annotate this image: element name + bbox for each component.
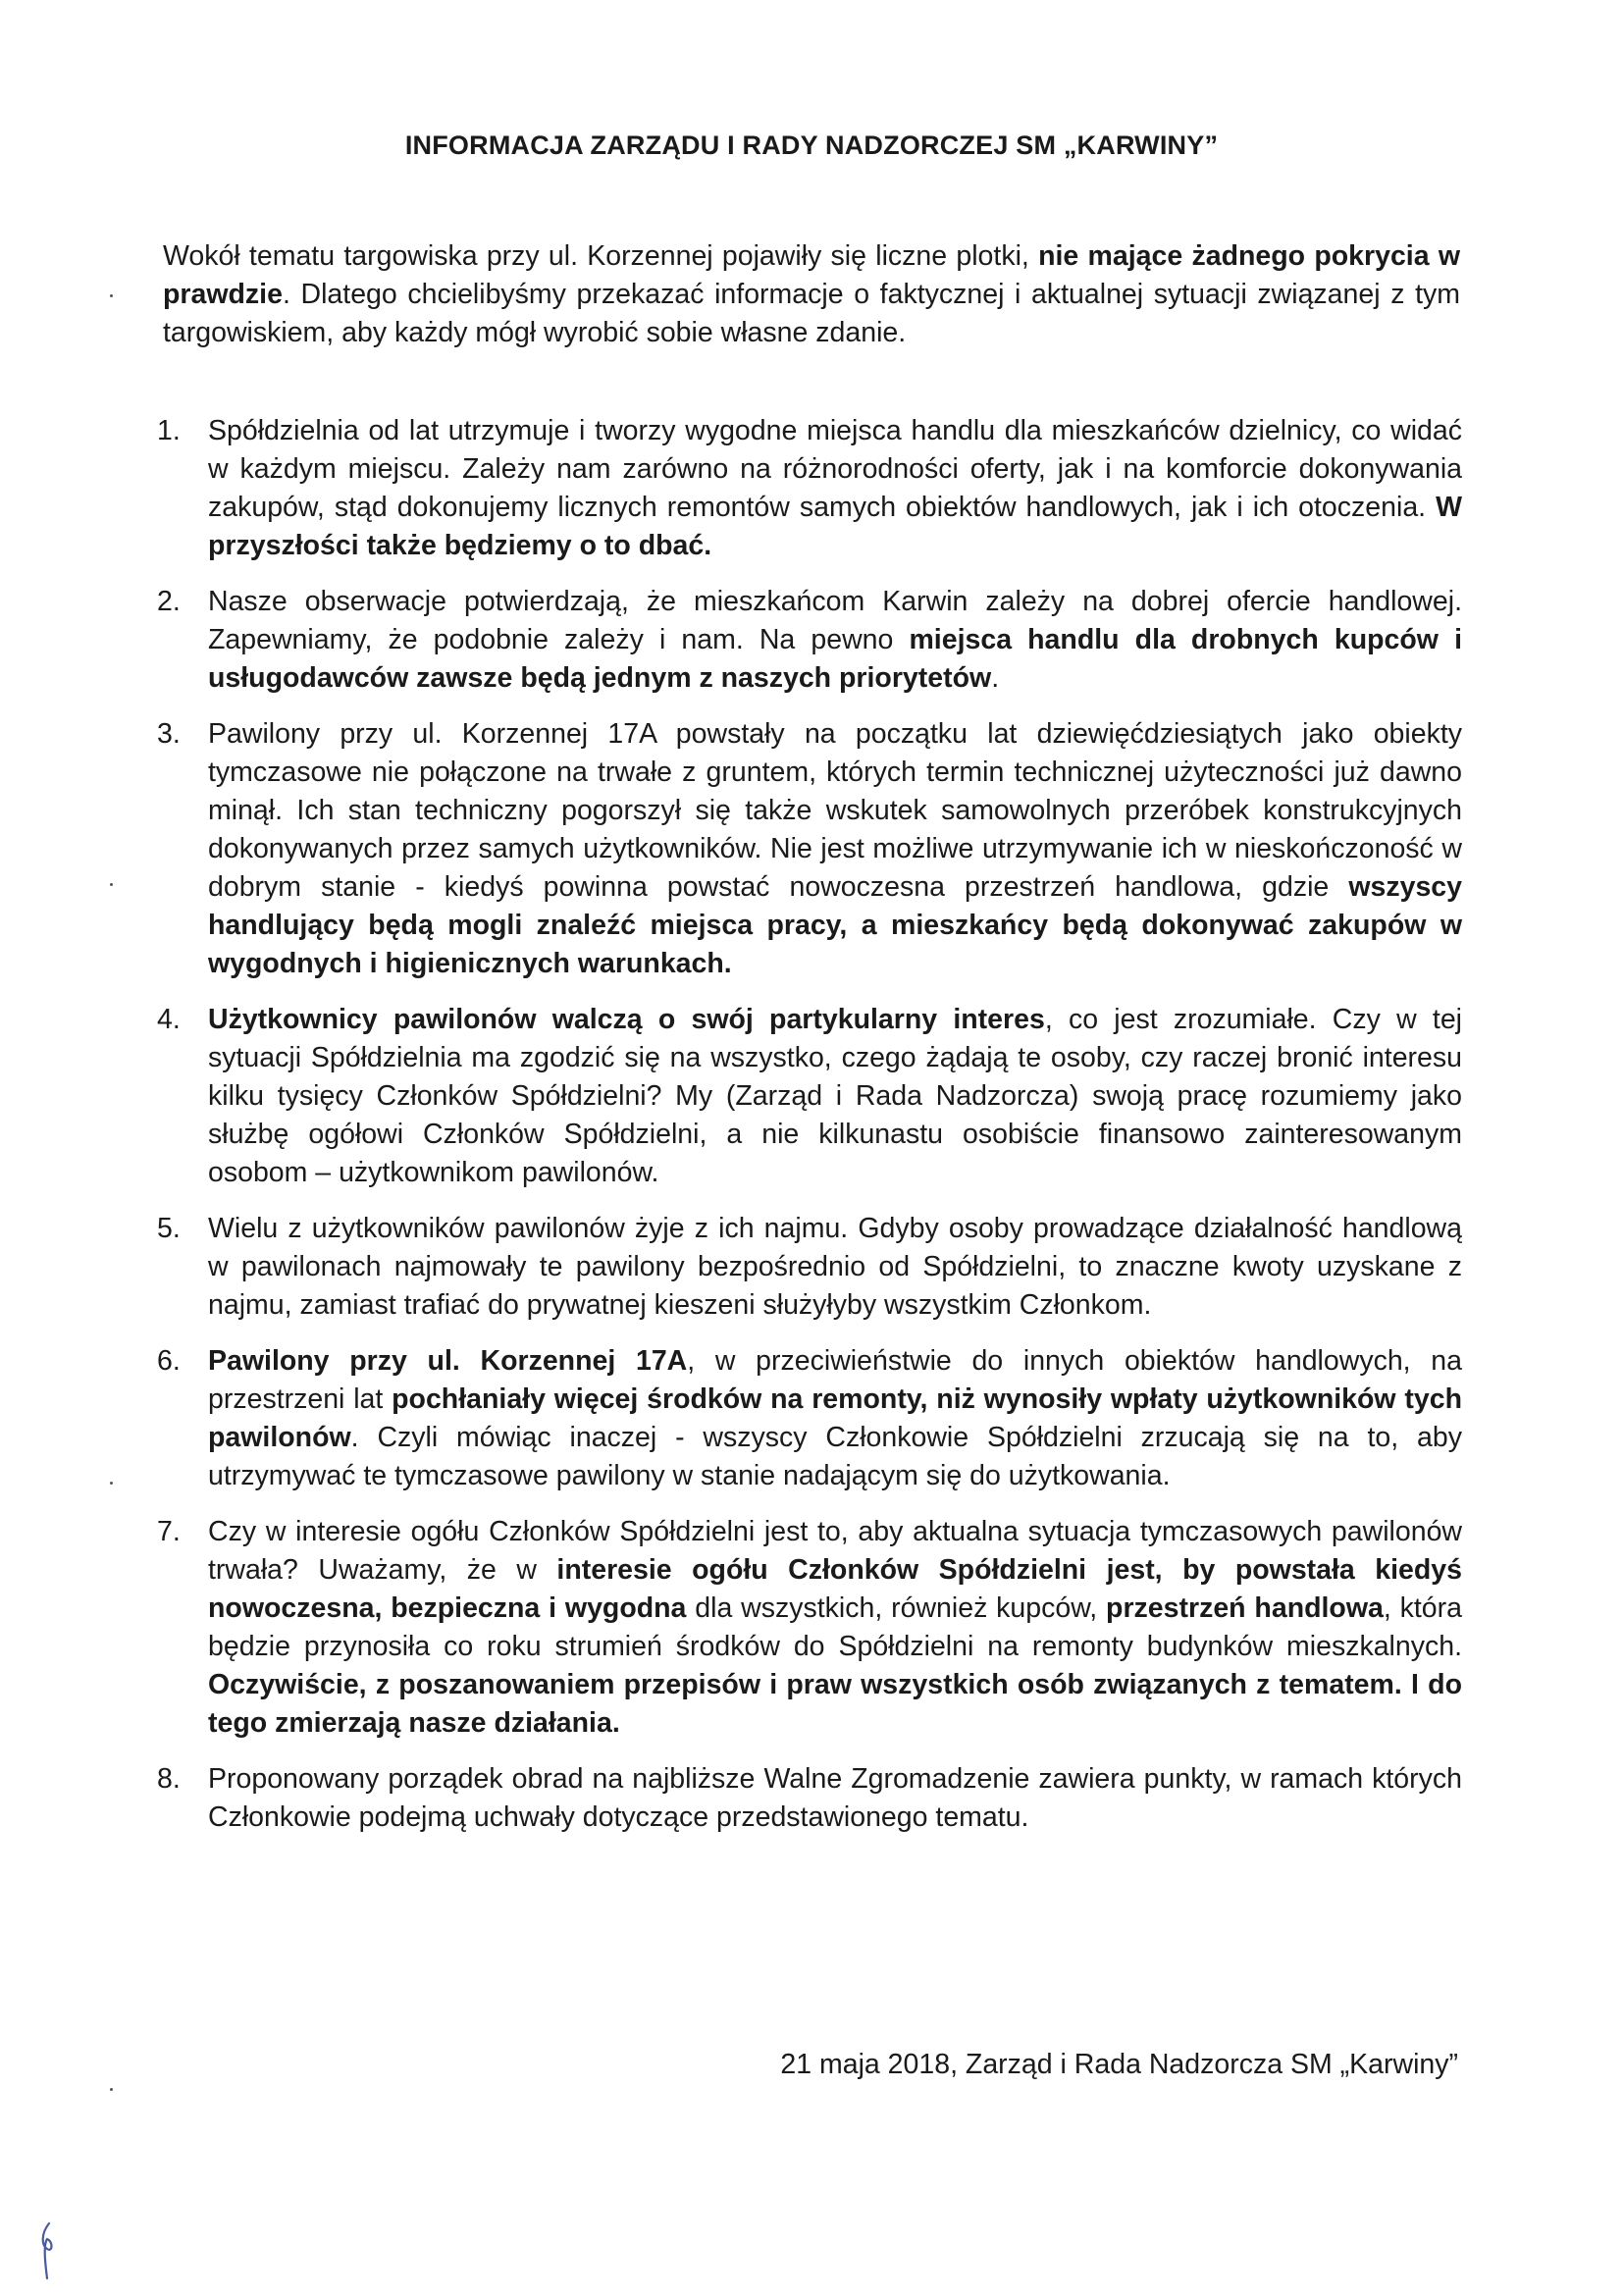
bold-text-run: Użytkownicy pawilonów walczą o swój partykularny interes	[208, 1004, 1045, 1035]
scan-speck	[110, 294, 113, 297]
list-item-number: 8.	[157, 1763, 181, 1795]
text-run: dla wszystkich, również kupców,	[686, 1592, 1107, 1624]
scan-speck	[110, 1482, 113, 1485]
list-item	[157, 1513, 1462, 1743]
list-item	[157, 583, 1462, 698]
text-run: .	[991, 662, 1000, 694]
bold-text-run: wszyscy handlujący będą mogli znaleźć miejsca pracy, a mieszkańcy będą dokonywać zakupów w wygodnych i higienicznych warunkach.	[208, 871, 1462, 979]
scan-speck	[110, 883, 113, 886]
list-item-number: 1.	[157, 415, 181, 446]
list-item-number: 5.	[157, 1213, 181, 1244]
text-run: Proponowany porządek obrad na najbliższe Walne Zgromadzenie zawiera punkty, w ramach których Członkowie podejmą uchwały dotyczące przedstawionego tematu.	[208, 1763, 1462, 1833]
bold-text-run: miejsca handlu dla drobnych kupców i usługodawców zawsze będą jednym z naszych priorytetów	[208, 624, 1462, 694]
numbered-list	[157, 412, 1462, 1854]
list-item	[157, 1001, 1462, 1192]
list-item-text	[208, 583, 1462, 698]
list-item-text	[208, 1210, 1462, 1325]
handwritten-mark-icon	[35, 2219, 59, 2280]
text-run: Spółdzielnia od lat utrzymuje i tworzy wygodne miejsca handlu dla mieszkańców dzielnicy, co widać w każdym miejscu. Zależy nam zarówno na różnorodności oferty, jak i na komforcie dokonywania zakupów, stąd dokonujemy licznych remontów samych obiektów handlowych, jak i ich otoczenia.	[208, 415, 1462, 523]
bold-text-run: przestrzeń handlowa	[1106, 1592, 1384, 1624]
list-item-number: 2.	[157, 586, 181, 617]
list-item-text	[208, 1342, 1462, 1495]
list-item	[157, 412, 1462, 565]
text-run: . Czyli mówiąc inaczej - wszyscy Członkowie Spółdzielni zrzucają się na to, aby utrzymywać te tymczasowe pawilony w stanie nadającym się do użytkowania.	[208, 1422, 1462, 1491]
bold-text-run: nie mające żadnego pokrycia w prawdzie	[163, 239, 1461, 310]
bold-text-run: Pawilony przy ul. Korzennej 17A	[208, 1345, 688, 1377]
scan-speck	[110, 2088, 113, 2091]
list-item-text	[208, 1760, 1462, 1837]
text-run: , co jest zrozumiałe. Czy w tej sytuacji Spółdzielnia ma zgodzić się na wszystko, czego żądają te osoby, czy raczej bronić interesu kilku tysięcy Członków Spółdzielni? My (Zarząd i Rada Nadzorcza) swoją pracę rozumiemy jako służbę ogółowi Członków Spółdzielni, a nie kilkunastu osobiście finansowo zainteresowanym osobom – użytkownikom pawilonów.	[208, 1004, 1463, 1188]
bold-text-run: Oczywiście, z poszanowaniem przepisów i praw wszystkich osób związanych z tematem. I do tego zmierzają nasze działania.	[208, 1669, 1462, 1739]
document-title: INFORMACJA ZARZĄDU I RADY NADZORCZEJ SM „KARWINY”	[404, 130, 1219, 160]
list-item	[157, 1342, 1462, 1495]
list-item	[157, 1760, 1462, 1837]
bold-text-run: W przyszłości także będziemy o to dbać.	[208, 492, 1462, 561]
text-run: Wielu z użytkowników pawilonów żyje z ich najmu. Gdyby osoby prowadzące działalność handlową w pawilonach najmowały te pawilony bezpośrednio od Spółdzielni, to znaczne kwoty uzyskane z najmu, zamiast trafiać do prywatnej kieszeni służyłyby wszystkim Członkom.	[208, 1213, 1462, 1321]
list-item-number: 3.	[157, 718, 181, 750]
list-item	[157, 1210, 1462, 1325]
list-item-number: 4.	[157, 1004, 181, 1035]
text-run: , która będzie przynosiła co roku strumień środków do Spółdzielni na remonty budynków mieszkalnych.	[208, 1592, 1462, 1662]
text-run: . Dlatego chcielibyśmy przekazać informacje o faktycznej i aktualnej sytuacji związanej z tym targowiskiem, aby każdy mógł wyrobić sobie własne zdanie.	[163, 278, 1460, 348]
list-item-text	[208, 1001, 1462, 1192]
list-item-number: 7.	[157, 1516, 181, 1547]
bold-text-run: pochłaniały więcej środków na remonty, niż wynosiły wpłaty użytkowników tych pawilonów	[208, 1383, 1462, 1453]
list-item-number: 6.	[157, 1345, 181, 1377]
text-run: , w przeciwieństwie do innych obiektów handlowych, na przestrzeni lat	[208, 1345, 1462, 1415]
text-run: Wokół tematu targowiska przy ul. Korzennej pojawiły się liczne plotki,	[163, 239, 1039, 272]
text-run: Pawilony przy ul. Korzennej 17A powstały na początku lat dziewięćdziesiątych jako obiekty tymczasowe nie połączone na trwałe z gruntem, których termin technicznej użyteczności już dawno minął. Ich stan techniczny pogorszył się także wskutek samowolnych przeróbek konstrukcyjnych dokonywanych przez samych użytkowników. Nie jest możliwe utrzymywanie ich w nieskończoność w dobrym stanie - kiedyś powinna powstać nowoczesna przestrzeń handlowa, gdzie	[208, 718, 1462, 903]
bold-text-run: interesie ogółu Członków Spółdzielni jest, by powstała kiedyś nowoczesna, bezpieczna i wygodna	[208, 1554, 1462, 1624]
intro-paragraph	[163, 237, 1460, 352]
list-item-text	[208, 715, 1462, 983]
list-item-text	[208, 412, 1462, 565]
text-run: Nasze obserwacje potwierdzają, że mieszkańcom Karwin zależy na dobrej ofercie handlowej. Zapewniamy, że podobnie zależy i nam. Na pewno	[208, 586, 1462, 655]
list-item-text	[208, 1513, 1462, 1743]
date-signature-line: 21 maja 2018, Zarząd i Rada Nadzorcza SM „Karwiny”	[780, 2049, 1458, 2080]
list-item	[157, 715, 1462, 983]
text-run: Czy w interesie ogółu Członków Spółdzielni jest to, aby aktualna sytuacja tymczasowych pawilonów trwała? Uważamy, że w	[208, 1516, 1462, 1586]
